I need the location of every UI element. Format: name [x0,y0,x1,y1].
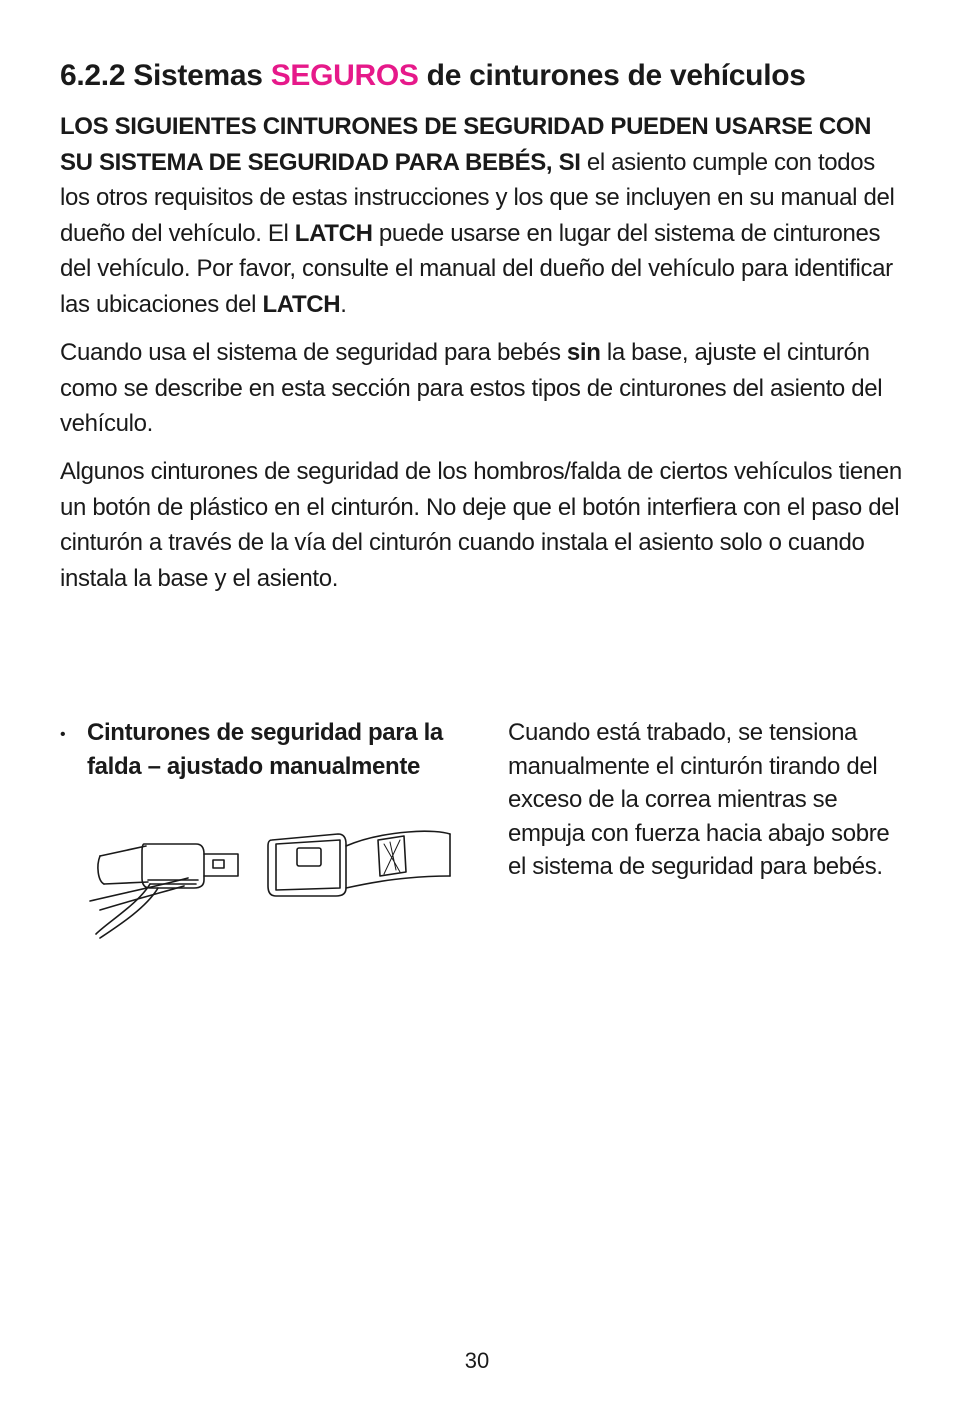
section-number: 6.2.2 [60,59,126,92]
without-base-bold: sin [566,339,601,366]
section-heading [60,56,920,96]
without-base-text-2: la base, ajuste el cinturón como se describe en esta sección para estos tipos de cinturones del asiento del vehículo. [60,339,883,437]
intro-text-2: puede usarse en lugar del sistema de cinturones del vehículo. Por favor, consulte el manual del dueño del vehículo para identificar las ubicaciones del [60,219,893,318]
intro-text-1: el asiento cumple con todos los otros requisitos de estas instrucciones y los que se incluyen en su manual del dueño del vehículo. El [60,148,895,247]
latch-plate-icon [90,844,238,938]
section-title-start: Sistemas [133,59,263,92]
intro-bold-lead: LOS SIGUIENTES CINTURONES DE SEGURIDAD PUEDEN USARSE CON SU SISTEMA DE SEGURIDAD PARA BEBÉS, SI [60,113,872,176]
without-base-text-1: Cuando usa el sistema de seguridad para bebés [60,339,567,366]
section-title-end: de cinturones de vehículos [426,59,806,92]
intro-paragraph [60,109,905,322]
without-base-paragraph [60,335,905,442]
belt-type-description: Cuando está trabado, se tensiona manualmente el cinturón tirando del exceso de la correa mientras se empuja con fuerza hacia abajo sobre el sistema de seguridad para bebés. [508,719,890,880]
latch-term-2: LATCH [262,290,341,318]
latch-term-1: LATCH [294,219,373,247]
intro-text-3: . [340,290,347,318]
section-title-accent: SEGUROS [270,59,419,92]
bullet-marker: • [60,726,66,743]
lap-belt-buckle-icon [88,826,458,941]
buckle-icon [268,831,450,896]
belt-type-label: Cinturones de seguridad para la falda – ajustado manualmente [87,719,443,780]
page-number: 30 [464,1348,490,1373]
button-warning-paragraph: Algunos cinturones de seguridad de los hombros/falda de ciertos vehículos tienen un botón de plástico en el cinturón. No deje que el botón interfiera con el paso del cinturón a través de la vía del cinturón cuando instala el asiento solo o cuando instala la base y el asiento. [60,458,902,592]
